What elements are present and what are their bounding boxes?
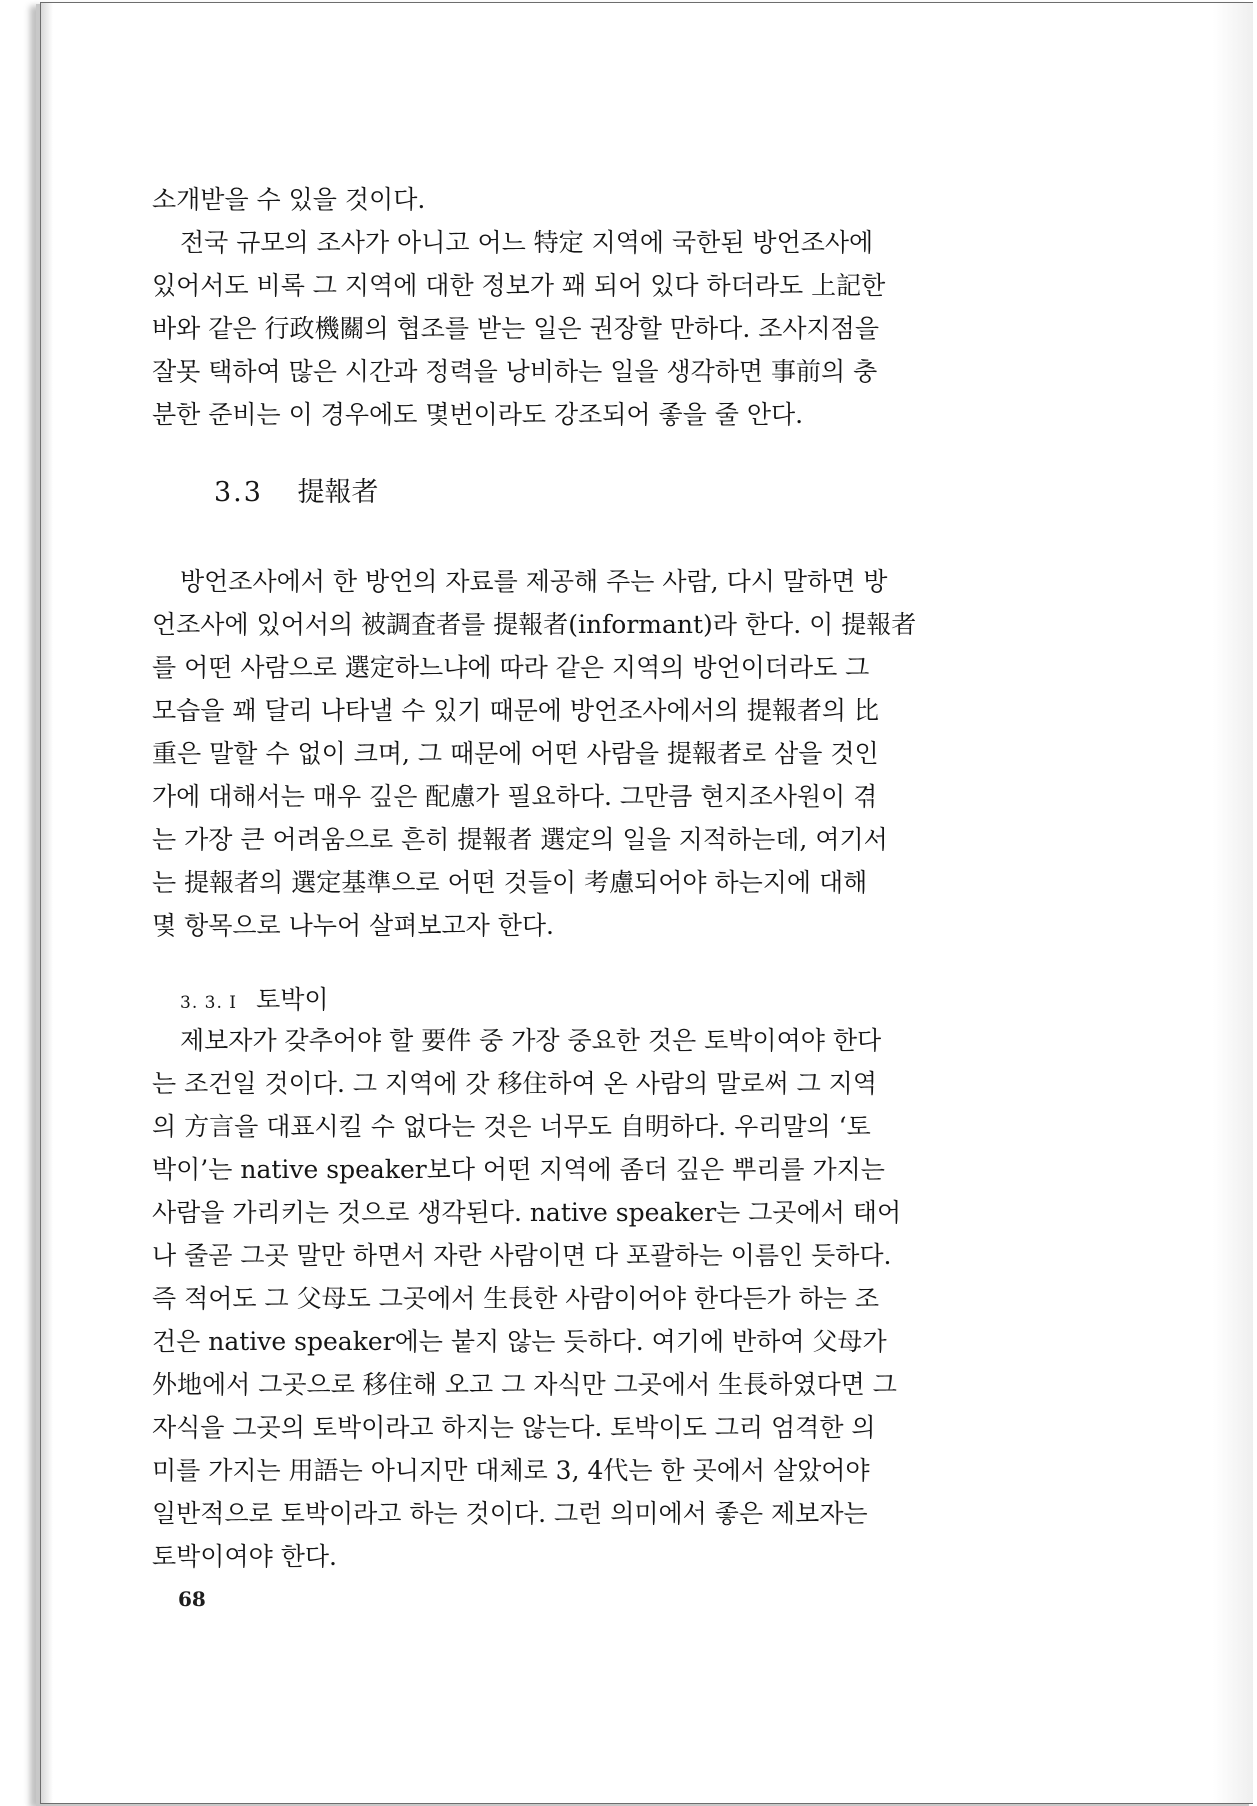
- text-line: 모습을 꽤 달리 나타낼 수 있기 때문에 방언조사에서의 提報者의 比: [152, 696, 879, 725]
- text-line: 는 조건일 것이다. 그 지역에 갓 移住하여 온 사람의 말로써 그 지역: [152, 1069, 877, 1098]
- text-line: 미를 가지는 用語는 아니지만 대체로 3, 4代는 한 곳에서 살았어야: [152, 1456, 870, 1485]
- text-line: 重은 말할 수 없이 크며, 그 때문에 어떤 사람을 提報者로 삼을 것인: [152, 739, 879, 768]
- text-line: 박이’는 native speaker보다 어떤 지역에 좀더 깊은 뿌리를 가지는: [152, 1155, 885, 1184]
- paragraph-native: [152, 1019, 1062, 1578]
- text-line: 제보자가 갖추어야 할 要件 중 가장 중요한 것은 토박이여야 한다: [180, 1026, 882, 1055]
- text-line: 가에 대해서는 매우 깊은 配慮가 필요하다. 그만큼 현지조사원이 겪: [152, 782, 878, 811]
- page-spine-shadow: [41, 3, 53, 1803]
- text-line: 분한 준비는 이 경우에도 몇번이라도 강조되어 좋을 줄 안다.: [152, 400, 804, 429]
- text-line: 몇 항목으로 나누어 살펴보고자 한다.: [152, 911, 554, 940]
- section-title: 提報者: [297, 477, 379, 508]
- text-line: 자식을 그곳의 토박이라고 하지는 않는다. 토박이도 그리 엄격한 의: [152, 1413, 876, 1442]
- section-heading-3-3: [152, 472, 1062, 514]
- paragraph-informant: [152, 560, 1062, 947]
- section-heading-3-3-1: [152, 981, 1062, 1019]
- section-number: 3.3: [214, 477, 263, 508]
- subsection-number: 3. 3. I: [180, 993, 237, 1013]
- page-edge-shade: [1213, 3, 1253, 1803]
- text-line: 의 方言을 대표시킬 수 없다는 것은 너무도 自明하다. 우리말의 ‘토: [152, 1112, 871, 1141]
- text-line: 방언조사에서 한 방언의 자료를 제공해 주는 사람, 다시 말하면 방: [180, 567, 888, 596]
- subsection-title: 토박이: [256, 985, 329, 1014]
- text-line: 나 줄곧 그곳 말만 하면서 자란 사람이면 다 포괄하는 이름인 듯하다.: [152, 1241, 892, 1270]
- text-line: 잘못 택하여 많은 시간과 정력을 낭비하는 일을 생각하면 事前의 충: [152, 357, 878, 386]
- text-line: 外地에서 그곳으로 移住해 오고 그 자식만 그곳에서 生長하였다면 그: [152, 1370, 897, 1399]
- page-number: 68: [178, 1587, 206, 1611]
- text-line: 건은 native speaker에는 붙지 않는 듯하다. 여기에 반하여 父母가: [152, 1327, 887, 1356]
- text-line: 일반적으로 토박이라고 하는 것이다. 그런 의미에서 좋은 제보자는: [152, 1499, 868, 1528]
- text-line: 소개받을 수 있을 것이다.: [152, 185, 426, 214]
- text-line: 토박이여야 한다.: [152, 1542, 337, 1571]
- text-line: 있어서도 비록 그 지역에 대한 정보가 꽤 되어 있다 하더라도 上記한: [152, 271, 886, 300]
- text-line: 언조사에 있어서의 被調査者를 提報者(informant)라 한다. 이 提報者: [152, 610, 917, 639]
- text-line: 전국 규모의 조사가 아니고 어느 特定 지역에 국한된 방언조사에: [180, 228, 874, 257]
- text-line: 사람을 가리키는 것으로 생각된다. native speaker는 그곳에서 태어: [152, 1198, 902, 1227]
- text-line: 는 提報者의 選定基準으로 어떤 것들이 考慮되어야 하는지에 대해: [152, 868, 868, 897]
- text-line: 즉 적어도 그 父母도 그곳에서 生長한 사람이어야 한다든가 하는 조: [152, 1284, 879, 1313]
- page-body: [152, 178, 1062, 1578]
- text-line: 바와 같은 行政機關의 협조를 받는 일은 권장할 만하다. 조사지점을: [152, 314, 879, 343]
- text-line: 는 가장 큰 어려움으로 흔히 提報者 選定의 일을 지적하는데, 여기서: [152, 825, 888, 854]
- paragraph-continuation: [152, 178, 1062, 436]
- text-line: 를 어떤 사람으로 選定하느냐에 따라 같은 지역의 방언이더라도 그: [152, 653, 870, 682]
